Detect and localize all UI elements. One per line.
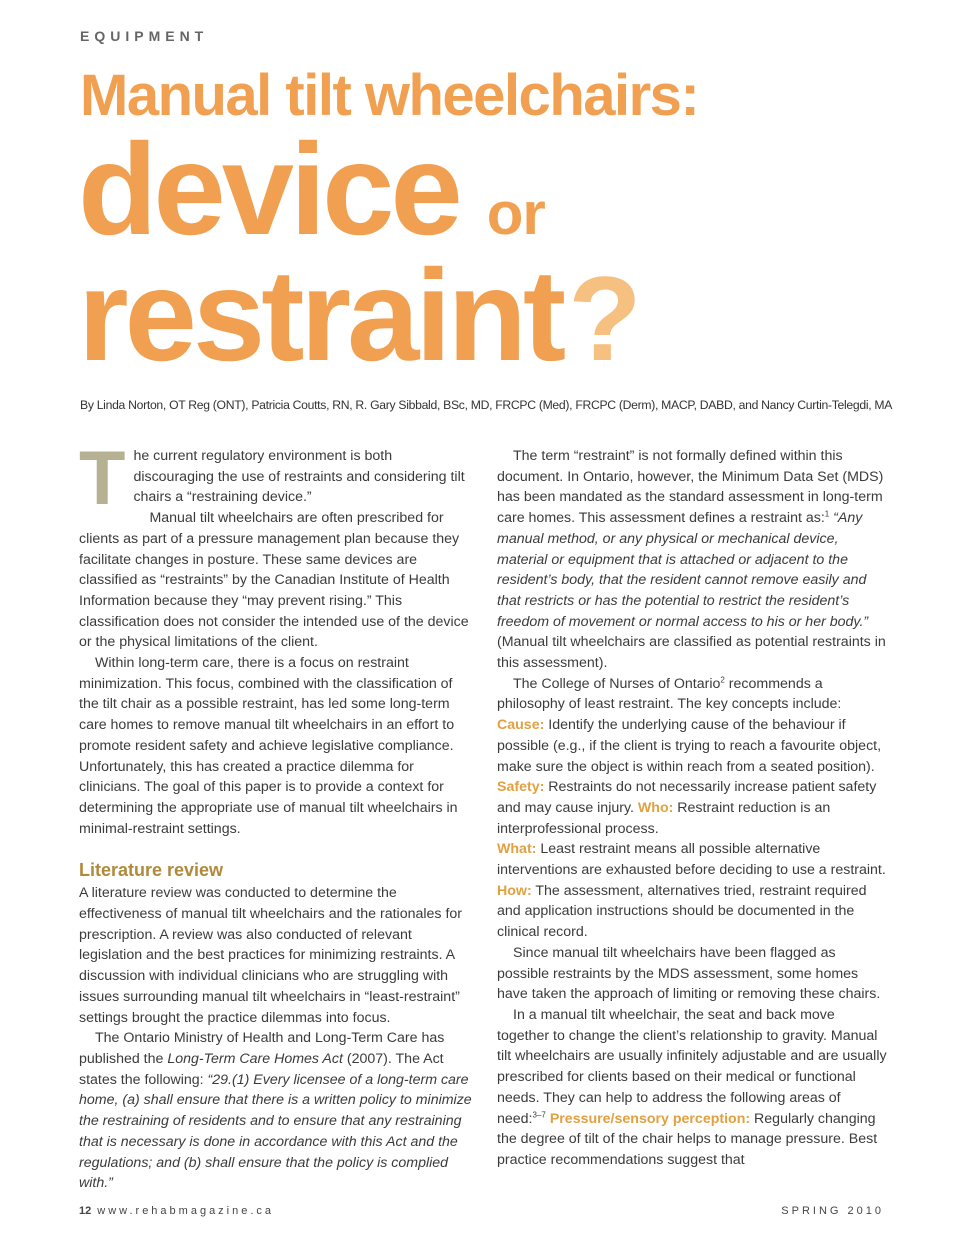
keyword-pressure: Pressure/sensory perception: — [545, 1110, 751, 1127]
intro-paragraph — [79, 436, 474, 521]
keyword-cause: Cause: — [497, 717, 545, 734]
title-line-1: Manual tilt wheelchairs: — [80, 63, 699, 128]
body-paragraph: Since manual tilt wheelchairs have been flagged as possible restraints by the MDS assessment, some homes have taken the approach of limiting or removing these chairs. — [497, 944, 881, 1003]
body-paragraph: A literature review was conducted to determine the effectiveness of manual tilt wheelchairs and the rationales for prescription. A review was also conducted of relevant legislation and the best practices for minimizing restraints. A discussion with individual clinicians who are struggling with issues surrounding manual tilt wheelchairs in “least-restraint” settings brought the practice dilemmas into focus. — [79, 885, 463, 1026]
title-question-mark: ? — [568, 252, 638, 386]
text-run: The Ontario Ministry of Health and Long-Term Care has published the — [79, 1030, 445, 1067]
title-line-3 — [78, 242, 638, 388]
mds-quote: “Any manual method, or any physical or mechanical device, material or equipment that is attached or adjacent to the resident’s body, that the resident cannot remove easily and that restricts or has the potential to restrict the resident’s freedom of movement or normal access to his or her body.” — [497, 510, 869, 630]
section-label: EQUIPMENT — [80, 28, 209, 44]
footnote-ref: 2 — [720, 675, 725, 684]
left-column — [79, 436, 474, 1194]
text-run: recommends a philosophy of least restraint. The key concepts include: — [497, 675, 842, 713]
body-paragraph: Manual tilt wheelchairs are often prescribed for clients as part of a pressure management plan because they facilitate changes in posture. These same devices are classified as “restraints” by the Canadian Institute of Health Information because they “may prevent rising.” This classification does not consider the intended use of the device or the physical limitations of the client. — [79, 510, 469, 651]
byline: By Linda Norton, OT Reg (ONT), Patricia Coutts, RN, R. Gary Sibbald, BSc, MD, FRCPC (Med), FRCPC (Derm), MACP, DABD, and Nancy Curtin-Telegdi, MA — [80, 398, 893, 412]
keyword-who: Who: — [637, 799, 674, 816]
website-link[interactable]: www.rehabmagazine.ca — [97, 1205, 275, 1217]
text-run: (2007). The Act states the following: — [79, 1050, 444, 1088]
page-number: 12 — [79, 1205, 92, 1217]
title-or: or — [486, 180, 545, 247]
title-device: device — [78, 116, 459, 262]
footnote-ref: 1 — [824, 509, 830, 519]
text-run: Identify the underlying cause of the behaviour if possible (e.g., if the client is trying to reach a favourite object, make sure the object is within reach from a seated position). — [497, 717, 882, 775]
keyword-what: What: — [497, 841, 537, 858]
issue-label: SPRING 2010 — [781, 1205, 884, 1217]
body-paragraph — [497, 446, 887, 674]
footnote-ref: 3–7 — [532, 1109, 546, 1119]
keyword-safety: Safety: — [497, 779, 545, 796]
title-line-2 — [78, 116, 545, 262]
text-run: Least restraint means all possible alternative interventions are exhausted before deciding to use a restraint. — [497, 841, 886, 879]
text-run: In a manual tilt wheelchair, the seat and back move together to change the client’s relationship to gravity. Manual tilt wheelchairs are usually infinitely adjustable and are usually prescribed for clients based on their medical or functional needs. They can help to address the following areas of need: — [497, 1006, 887, 1127]
section-heading: Literature review — [79, 860, 224, 881]
text-run: Restraint reduction is an interprofessional process. — [497, 799, 831, 837]
body-paragraph: Within long-term care, there is a focus on restraint minimization. This focus, combined with the classification of the tilt chair as a possible restraint, has led some long-term care homes to remove manual tilt wheelchairs in an effort to promote resident safety and achieve legislative compliance. Unfortunately, this has created a practice dilemma for clinicians. The goal of this paper is to provide a context for determining the appropriate use of manual tilt wheelchairs in minimal-restraint settings. — [79, 655, 458, 837]
title-restraint: restraint — [78, 242, 563, 388]
drop-cap: T — [79, 436, 126, 521]
text-run: (Manual tilt wheelchairs are classified as potential restraints in this assessment). — [497, 634, 886, 672]
text-run: The assessment, alternatives tried, restraint required and application instructions should be documented in the clinical record. — [497, 882, 867, 941]
body-paragraph — [497, 674, 887, 943]
text-run: The College of Nurses of Ontario — [513, 675, 721, 692]
text-run: The term “restraint” is not formally defined within this document. In Ontario, however, the Minimum Data Set (MDS) has been mandated as the standard assessment in long-term care homes. This assessment defines a restraint as: — [497, 448, 884, 527]
text-run: Restraints do not necessarily increase patient safety and may cause injury. — [497, 779, 877, 816]
body-paragraph — [497, 1005, 887, 1171]
footer-left — [79, 1205, 274, 1217]
act-title: Long-Term Care Homes Act — [167, 1050, 343, 1067]
body-paragraph — [79, 1028, 474, 1194]
right-column — [497, 446, 887, 1171]
act-quote: “29.(1) Every licensee of a long-term care home, (a) shall ensure that there is a written policy to minimize the restraining of residents and to ensure that any restraining that is necessary is done in accordance with this Act and the regulations; and (b) shall ensure that the policy is complied with.” — [79, 1071, 472, 1192]
text-run: Regularly changing the degree of tilt of the chair helps to manage pressure. Best practice recommendations suggest that — [497, 1110, 878, 1168]
intro-text: he current regulatory environment is both discouraging the use of restraints and considering tilt chairs a “restraining device.” — [133, 448, 465, 506]
keyword-how: How: — [497, 882, 532, 899]
